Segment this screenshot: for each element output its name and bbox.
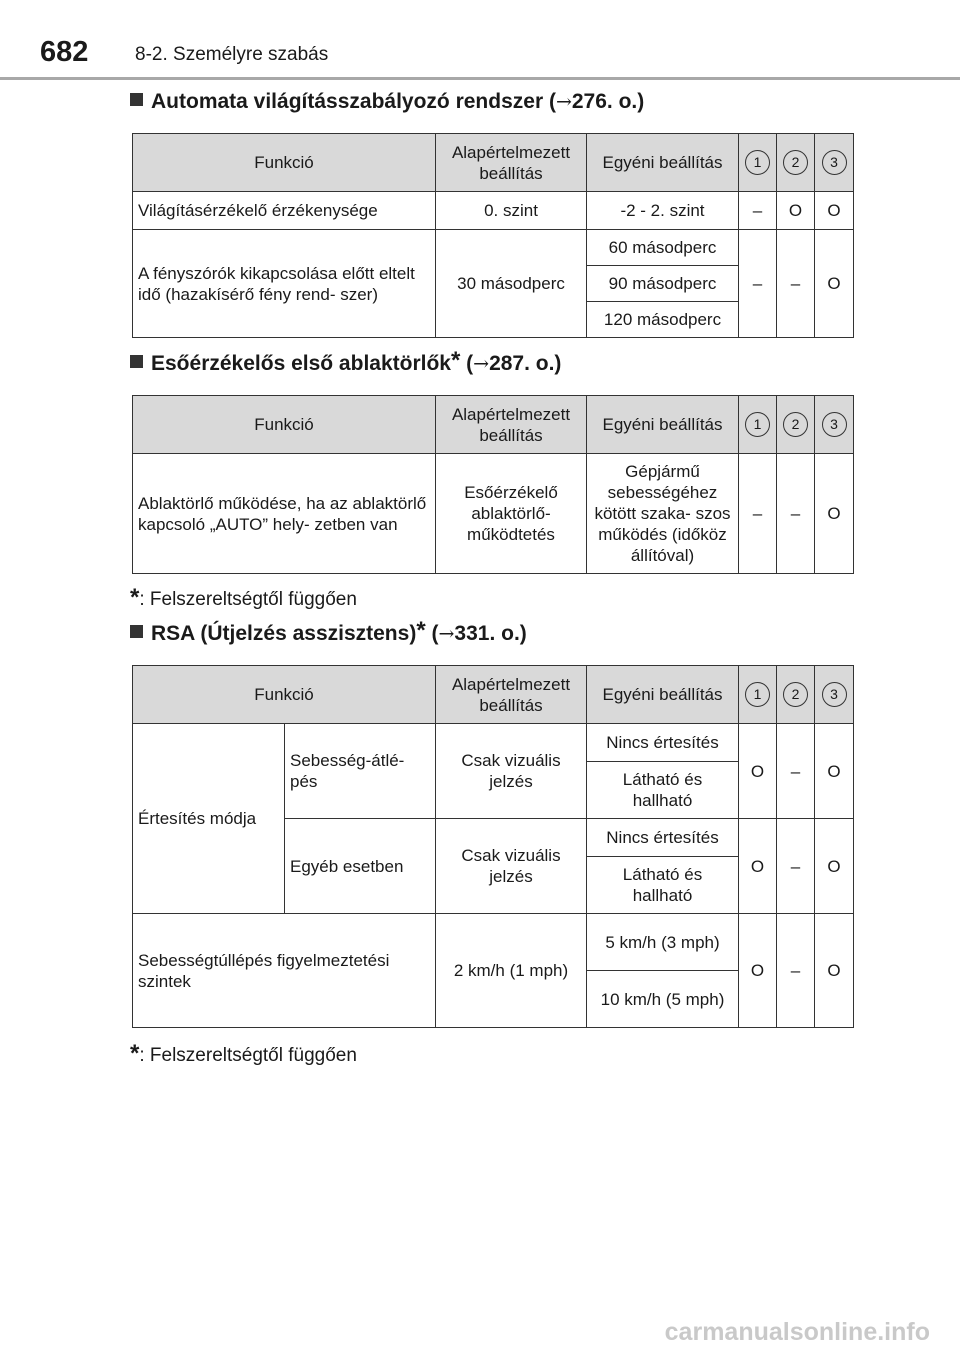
footnote: *: Felszereltségtől függően bbox=[130, 584, 357, 611]
wiper-table bbox=[132, 395, 854, 574]
col-header-custom: Egyéni beállítás bbox=[587, 396, 739, 454]
table-row: Világításérzékelő érzékenysége 0. szint -2 - 2. szint – O O bbox=[133, 192, 854, 230]
col-header-default: Alapértelmezett beállítás bbox=[436, 666, 587, 724]
circle-3-icon: 3 bbox=[822, 412, 847, 437]
square-bullet-icon bbox=[130, 625, 143, 638]
square-bullet-icon bbox=[130, 355, 143, 368]
watermark: carmanualsonline.info bbox=[664, 1318, 930, 1346]
square-bullet-icon bbox=[130, 93, 143, 106]
table-row: Egyéb esetben Csak vizuális jelzés Nincs értesítés O – O bbox=[133, 819, 854, 857]
page-number: 682 bbox=[40, 36, 89, 68]
rsa-table: Funkció Alapértelmezett beállítás Egyéni beállítás 1 2 3 Értesítés módja Sebesség-átlé- pés Csak vizuális jelzés Nincs értesítés O – O Látható és hallható Egyéb esetben Csak vizuális jelzés Nincs értesítés O – O Látható és hallható Sebességtúllépés figyelmeztetési szintek 2 km/h (1 mph) 5 km/h (3 mph) O – O 10 km/h (5 mph) bbox=[132, 665, 854, 1028]
table-row: Értesítés módja Sebesség-átlé- pés Csak vizuális jelzés Nincs értesítés O – O bbox=[133, 724, 854, 762]
col-header-func: Funkció bbox=[133, 666, 436, 724]
col-header-custom: Egyéni beállítás bbox=[587, 134, 739, 192]
section-title-rsa: RSA (Útjelzés asszisztens)* (→331. o.) bbox=[130, 622, 527, 646]
arrow-icon: → bbox=[438, 623, 455, 645]
col-header-custom: Egyéni beállítás bbox=[587, 666, 739, 724]
col-header-default: Alapértelmezett beállítás bbox=[436, 396, 587, 454]
section-title-lighting: Automata világításszabályozó rendszer (→276. o.) bbox=[130, 90, 644, 114]
col-header-func: Funkció bbox=[133, 396, 436, 454]
circle-2-icon: 2 bbox=[783, 682, 808, 707]
section-title-wipers: Esőérzékelős első ablaktörlők* (→287. o.) bbox=[130, 352, 561, 376]
circle-3-icon: 3 bbox=[822, 682, 847, 707]
circle-1-icon: 1 bbox=[745, 682, 770, 707]
arrow-icon: → bbox=[555, 91, 572, 113]
col-header-func: Funkció bbox=[133, 134, 436, 192]
circle-2-icon: 2 bbox=[783, 412, 808, 437]
table-row: Ablaktörlő működése, ha az ablaktörlő kapcsoló „AUTO” hely- zetben van Esőérzékelő ablaktörlő- működtetés Gépjármű sebességéhez kötött szaka- szos működés (időköz állítóval) – – O bbox=[133, 454, 854, 574]
footnote: *: Felszereltségtől függően bbox=[130, 1040, 357, 1067]
lighting-table: Funkció Alapértelmezett beállítás Egyéni beállítás 1 2 3 Világításérzékelő érzékenysége 0. szint -2 - 2. szint – O O A fényszórók kikapcsolása előtt eltelt idő (hazakísérő fény rend- szer) 30 másodperc 60 másodperc – – O 90 másodperc 120 másodperc bbox=[132, 133, 854, 338]
table-row: Sebességtúllépés figyelmeztetési szintek 2 km/h (1 mph) 5 km/h (3 mph) O – O bbox=[133, 914, 854, 971]
circle-1-icon: 1 bbox=[745, 150, 770, 175]
chapter-title: 8-2. Személyre szabás bbox=[135, 44, 329, 65]
circle-1-icon: 1 bbox=[745, 412, 770, 437]
circle-3-icon: 3 bbox=[822, 150, 847, 175]
header-rule bbox=[0, 77, 960, 80]
table-row: A fényszórók kikapcsolása előtt eltelt idő (hazakísérő fény rend- szer) 30 másodperc 60 másodperc – – O bbox=[133, 230, 854, 266]
arrow-icon: → bbox=[473, 353, 490, 375]
col-header-default: Alapértelmezett beállítás bbox=[436, 134, 587, 192]
circle-2-icon: 2 bbox=[783, 150, 808, 175]
